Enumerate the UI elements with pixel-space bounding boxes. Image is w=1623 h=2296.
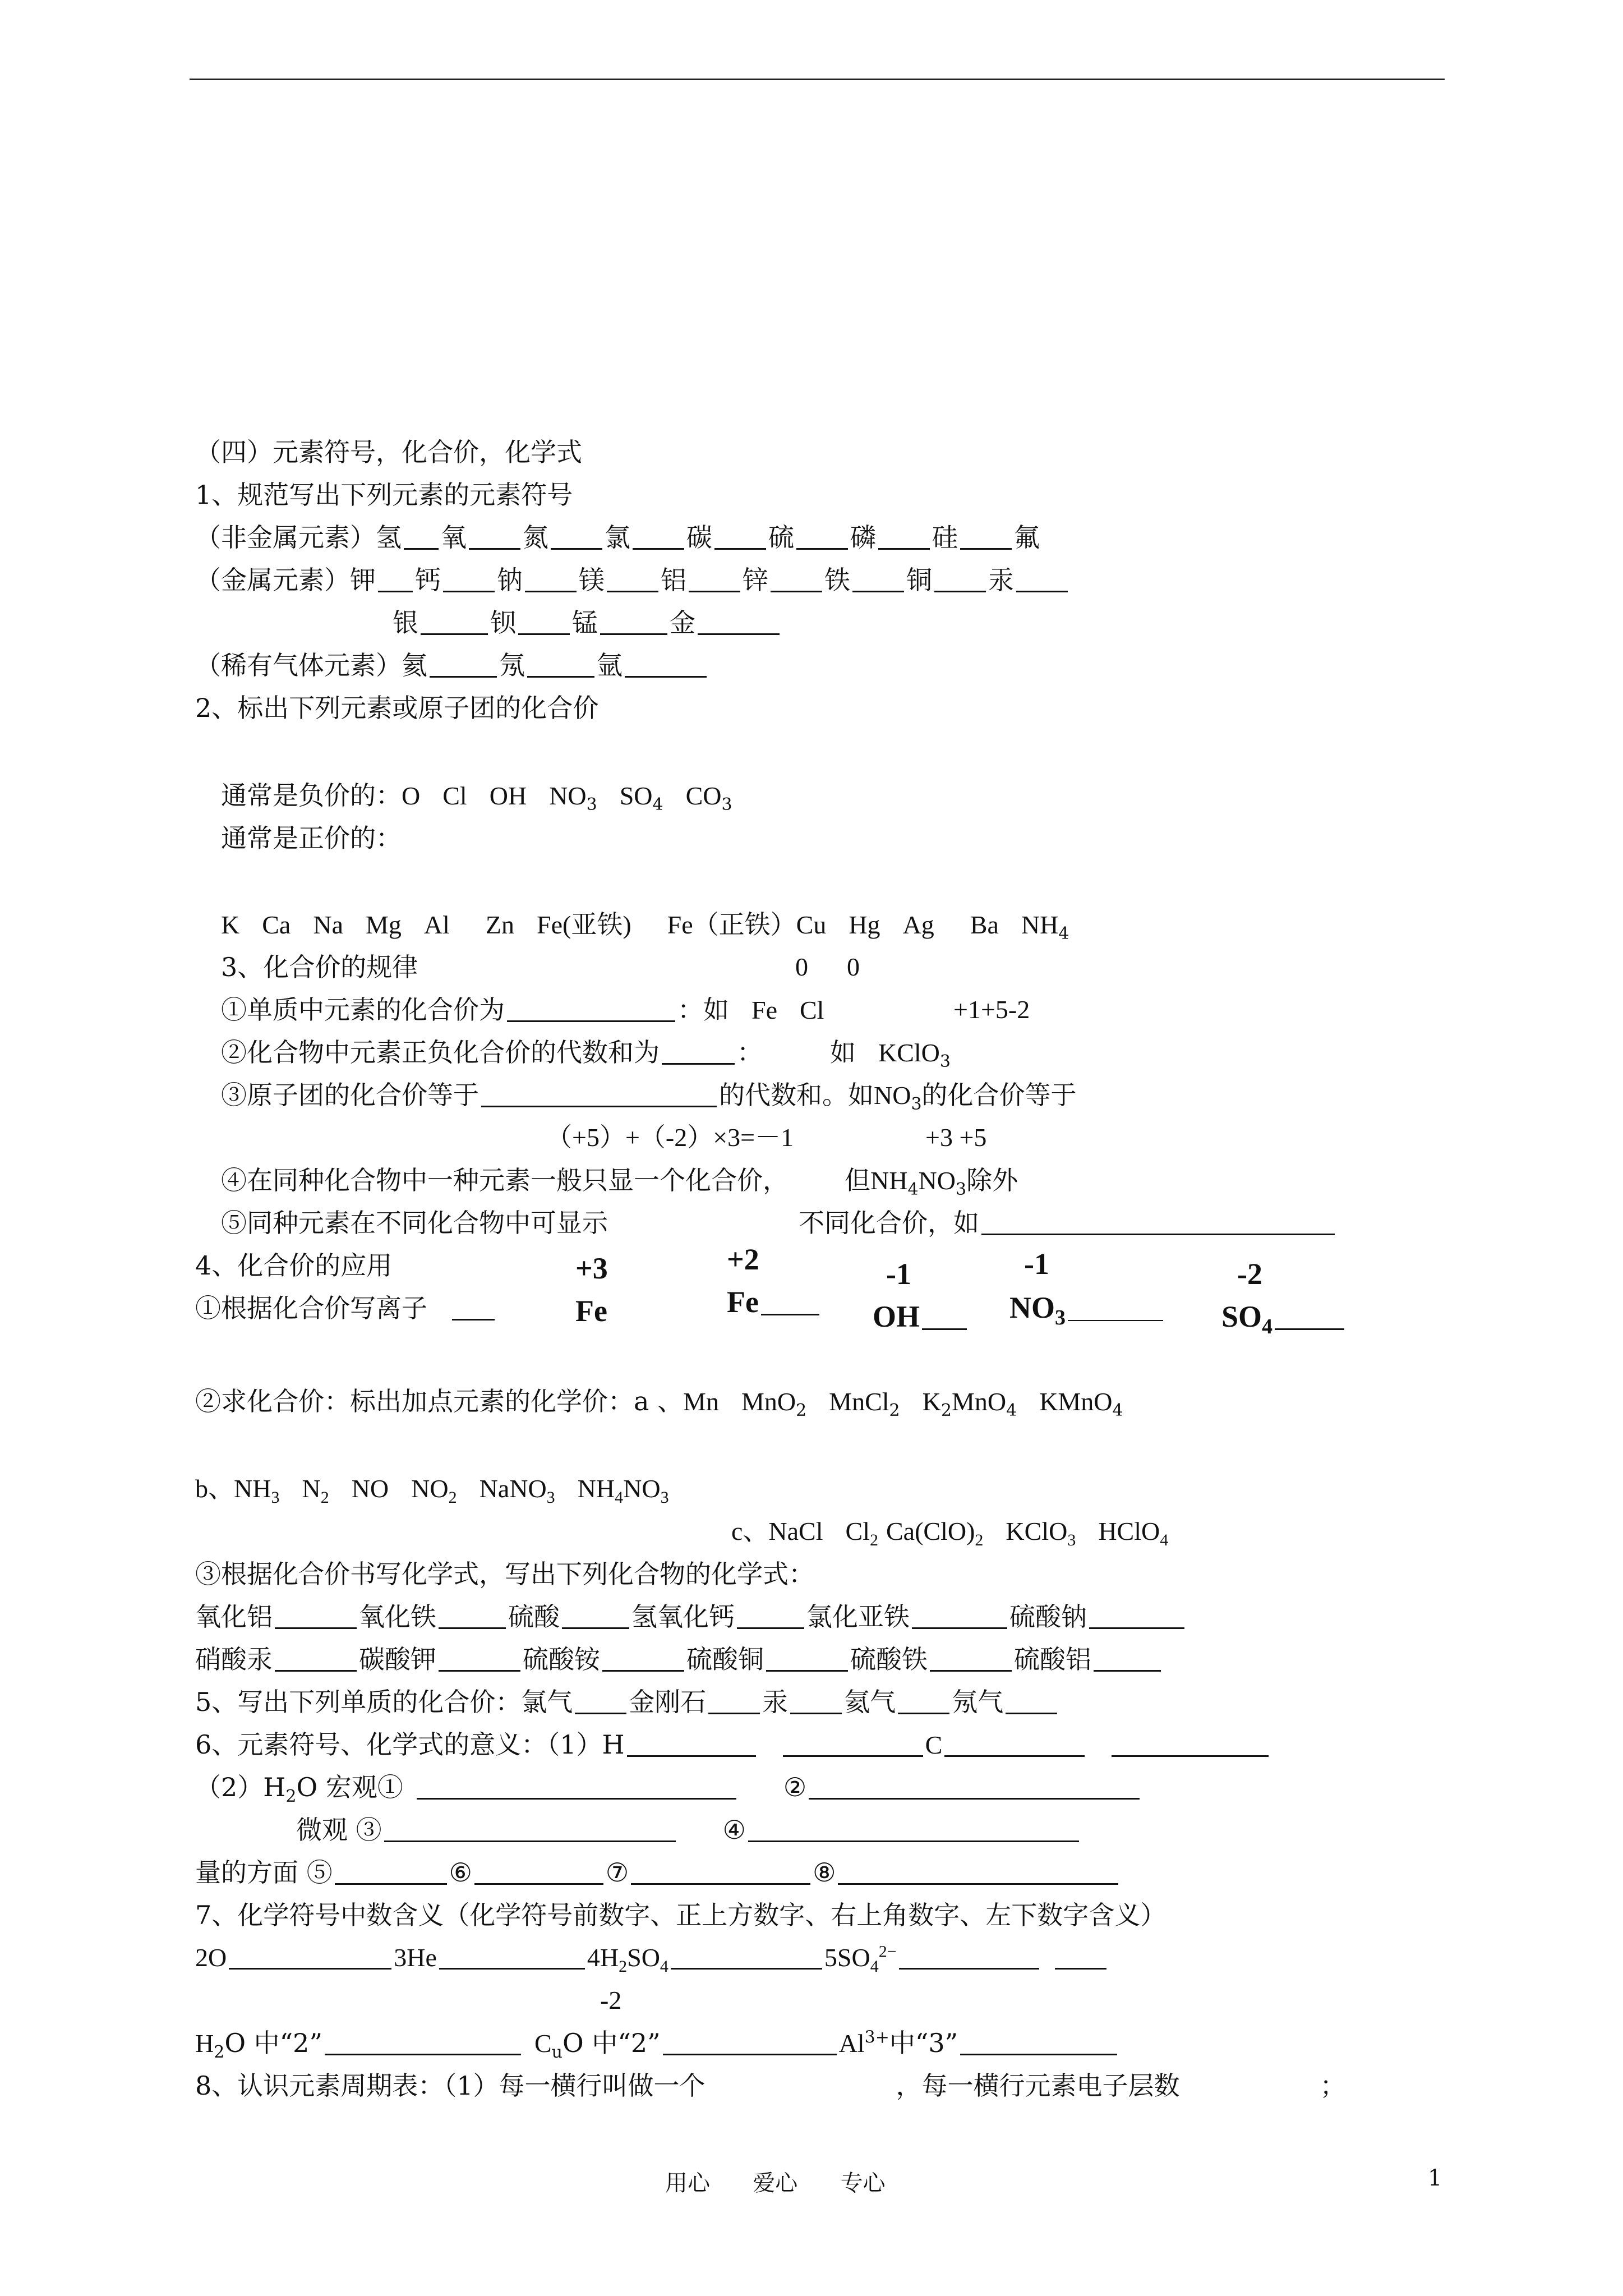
q3-rule1: ①单质中元素的化合价为 ：如 Fe Cl: [221, 995, 824, 1025]
q2-negative: 通常是负价的：O Cl OH $NO_3$ $SO_4$ $CO_3$: [221, 780, 732, 815]
ion-valence: -2: [1237, 1257, 1262, 1291]
q6-micro: 微观 ③ ④: [296, 1814, 1081, 1846]
q6-h2o-macro: $(2)H_2O$ 宏观① ②: [195, 1772, 1142, 1803]
q4-compounds-row2: 硝酸汞 碳酸钾 硫酸铵 硫酸铜 硫酸铁 硫酸铝: [195, 1644, 1163, 1675]
q3-annot-kclo3: +1+5-2: [953, 995, 1030, 1024]
q4-item1: ①根据化合价写离子: [195, 1292, 497, 1324]
ion-valence: +3: [575, 1251, 608, 1285]
q7-line2: $H_2O$ 中“2” $C_uO$ 中“2” $Al^{3+}$中“3”: [195, 2027, 1119, 2059]
q1-metals-row2: 银 钡 锰 金: [393, 607, 782, 638]
q2-positive: K Ca Na Mg Al Zn Fe(亚铁) Fe（正铁）Cu Hg Ag Ba $NH_4$: [221, 910, 1069, 944]
ion-symbol: Fe: [727, 1285, 822, 1319]
page-number: 1: [1428, 2165, 1442, 2191]
q3-annot-zero: 0 0: [795, 953, 860, 981]
q1-title: 1、规范写出下列元素的元素符号: [195, 480, 573, 510]
q3-rule5: ⑤同种元素在不同化合物中可显示 不同化合价，如: [221, 1207, 1337, 1239]
q7-items: 2O 3He $4H_2SO_4$ $5SO_4^{2-}$: [195, 1942, 1109, 1973]
ion-symbol: Fe: [575, 1294, 607, 1328]
ion-valence: +2: [727, 1243, 759, 1276]
q1-metals-row1: （金属元素）钾 钙 钠 镁 铝 锌 铁 铜 汞: [195, 564, 1070, 596]
ion-symbol: OH: [873, 1299, 969, 1334]
q4-item2-a: ②求化合价：标出加点元素的化学价：a 、Mn MnO$_2$ MnCl$_2$ $K_2MnO_4$ KMnO$_4$: [195, 1386, 1123, 1421]
q3-rule4: ④在同种化合物中一种元素一般只显一个化合价， 但$NH_4NO_3$除外: [221, 1165, 1018, 1200]
ion-symbol: $SO_4$: [1221, 1299, 1347, 1334]
section-title: （四）元素符号，化合价，化学式: [195, 437, 582, 467]
footer-motto: 用心 爱心 专心: [665, 2170, 886, 2196]
header-rule: [190, 79, 1445, 80]
q3-annot-nh4no3: +3 +5: [925, 1123, 987, 1152]
q7-annot-minus2: -2: [600, 1986, 622, 2014]
q5: 5、写出下列单质的化合价：氯气 金刚石 汞 氦气 氖气: [195, 1686, 1059, 1718]
ion-valence: -1: [886, 1257, 911, 1291]
q4-item2-b: b、$NH_3$ $N_2$ NO $NO_2$ NaNO$_3$ $NH_4NO_3$: [195, 1474, 669, 1507]
q3-rule3: ③原子团的化合价等于 的代数和。如$NO_3$的化合价等于: [221, 1080, 1077, 1115]
q4-title: 4、化合价的应用: [195, 1250, 393, 1281]
q3-calc: （+5）+（-2）×3=－1: [546, 1123, 794, 1152]
q3-title: 3、化合价的规律: [221, 952, 418, 982]
q4-item3: ③根据化合价书写化学式，写出下列化合物的化学式：: [195, 1559, 814, 1589]
q3-rule2: ②化合物中元素正负化合价的代数和为 ： 如 KClO$_3$: [221, 1037, 951, 1072]
q6-quant: 量的方面 ⑤ ⑥ ⑦ ⑧: [195, 1857, 1121, 1888]
ion-valence: -1: [1024, 1247, 1049, 1281]
q4-item2-c: c、NaCl $Cl_2$ $Ca(ClO)_2$ KClO$_3$ HClO$_4$: [731, 1517, 1169, 1550]
q8: 8、认识元素周期表：（1）每一横行叫做一个 ，每一横行元素电子层数 ；: [195, 2070, 1346, 2101]
ion-symbol: $NO_3$: [1009, 1290, 1165, 1325]
q7-title: 7、化学符号中数含义（化学符号前数字、正上方数字、右上角数字、左下数字含义）: [195, 1900, 1166, 1930]
q2-title: 2、标出下列元素或原子团的化合价: [195, 693, 599, 723]
q6-title: 6、元素符号、化学式的意义：（1）H C: [195, 1729, 1271, 1761]
q4-compounds-row1: 氧化铝 氧化铁 硫酸 氢氧化钙 氯化亚铁 硫酸钠: [195, 1601, 1187, 1632]
q1-noble: （稀有气体元素）氦 氖 氩: [195, 650, 709, 681]
q2-positive-label: 通常是正价的：: [221, 823, 402, 853]
q1-nonmetals: （非金属元素）氢 氧 氮 氯 碳 硫 磷 硅 氟: [195, 522, 1040, 553]
